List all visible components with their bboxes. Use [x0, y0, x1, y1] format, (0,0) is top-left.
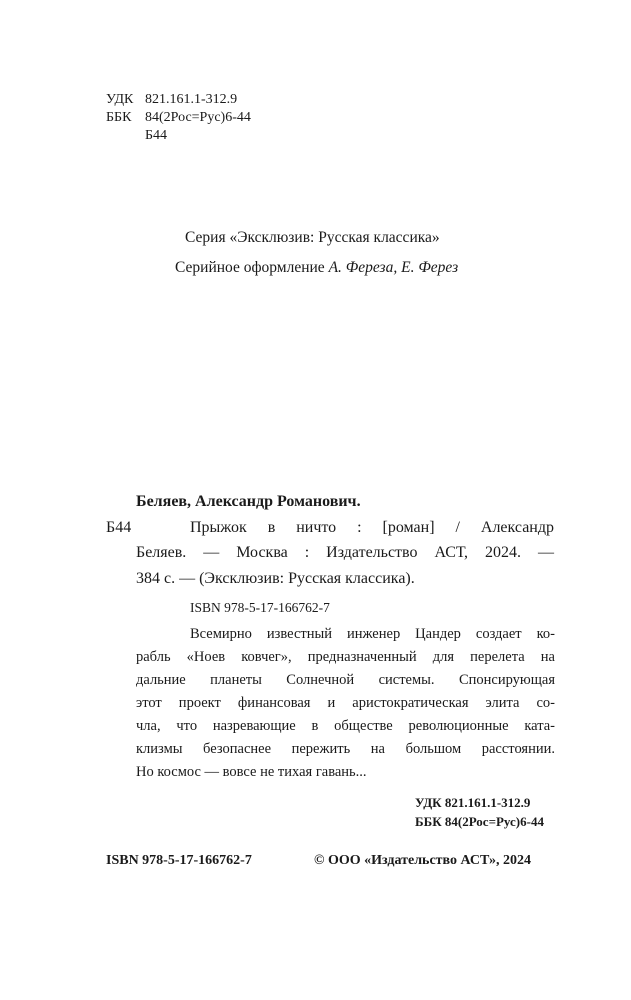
- footer-copyright: © ООО «Издательство АСТ», 2024: [314, 853, 532, 868]
- series-design-line: [175, 259, 458, 277]
- record-classification: [415, 793, 544, 831]
- annotation-line: Но космос — вовсе не тихая гавань...: [136, 764, 367, 780]
- footer-isbn: ISBN 978-5-17-166762-7: [106, 853, 252, 868]
- classification-block: [106, 91, 251, 145]
- bbk-value: 84(2Рос=Рус)6-44: [145, 110, 251, 125]
- series-design-names: А. Фереза, Е. Ферез: [328, 259, 459, 276]
- record-bbk: ББК 84(2Рос=Рус)6-44: [415, 814, 544, 829]
- udk-key: УДК: [106, 92, 134, 107]
- series-line: Серия «Эксклюзив: Русская классика»: [185, 229, 440, 246]
- annotation-line: этот проект финансовая и аристократическая элита со-: [136, 695, 555, 711]
- bbk-row: [106, 109, 251, 127]
- description-line: Прыжок в ничто : [роман] / Александр: [190, 519, 554, 536]
- annotation-line: клизмы безопаснее пережить на большом расстоянии.: [136, 741, 555, 757]
- bbk-key: ББК: [106, 110, 132, 125]
- annotation-line: Всемирно известный инженер Цандер создает ко-: [190, 626, 555, 642]
- series-design-prefix: Серийное оформление: [175, 259, 329, 276]
- record-udk: УДК 821.161.1-312.9: [415, 795, 531, 810]
- record-author-mark: Б44: [106, 519, 132, 536]
- annotation-line: рабль «Ноев ковчег», предназначенный для перелета на: [136, 649, 555, 665]
- author-mark-row: [106, 127, 251, 145]
- record-isbn: ISBN 978-5-17-166762-7: [190, 600, 330, 615]
- annotation-line: чла, что назревающие в обществе революционные ката-: [136, 718, 555, 734]
- description-line: Беляев. — Москва : Издательство АСТ, 2024. —: [136, 544, 554, 561]
- udk-row: [106, 91, 251, 109]
- author-heading: Беляев, Александр Романович.: [136, 493, 361, 510]
- udk-value: 821.161.1-312.9: [145, 92, 238, 107]
- author-mark-top: Б44: [145, 128, 168, 143]
- description-line: 384 с. — (Эксклюзив: Русская классика).: [136, 570, 415, 587]
- annotation-line: дальние планеты Солнечной системы. Спонсирующая: [136, 672, 555, 688]
